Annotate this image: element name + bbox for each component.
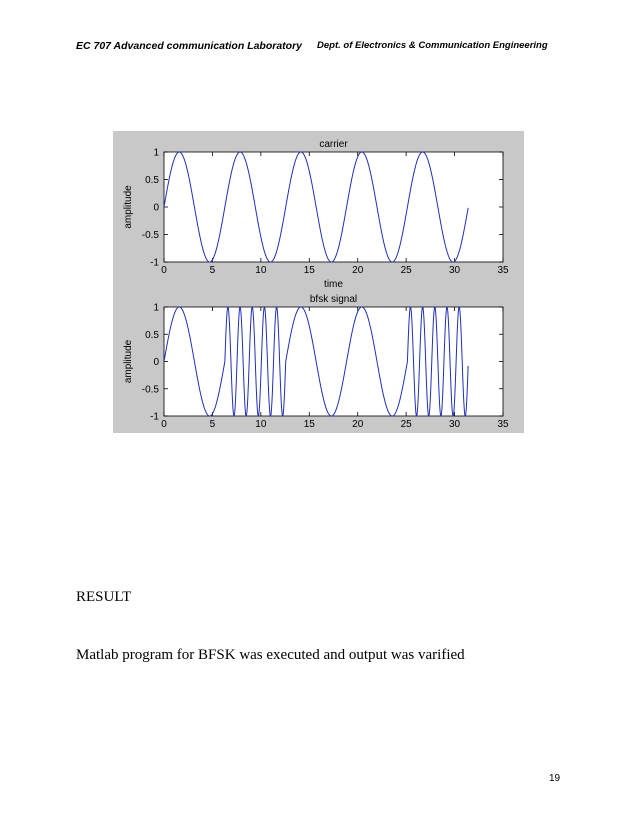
y-tick-label-2-0: 1 [153, 302, 159, 314]
x-tick-label-2-7: 35 [497, 419, 509, 430]
page-number: 19 [549, 773, 561, 784]
result-heading: RESULT [76, 589, 132, 605]
y-axis-label-2: amplitude [123, 339, 134, 384]
x-tick-label-1-2: 10 [255, 265, 267, 276]
x-tick-label-1-6: 30 [449, 265, 461, 276]
x-tick-label-2-4: 20 [352, 419, 364, 430]
x-tick-label-2-1: 5 [209, 419, 216, 430]
x-tick-label-2-3: 15 [303, 419, 315, 430]
y-tick-label-2-2: 0 [153, 357, 159, 368]
plot-area-1 [164, 152, 503, 262]
x-tick-label-2-6: 30 [449, 419, 461, 430]
page-header [0, 40, 638, 56]
y-axis-label-1: amplitude [123, 185, 134, 229]
x-tick-label-2-5: 25 [400, 419, 412, 430]
y-tick-label-1-0: 1 [153, 147, 159, 159]
y-tick-label-1-4: -1 [150, 257, 159, 269]
x-axis-label-1: time [324, 279, 343, 290]
x-tick-label-1-5: 25 [400, 265, 412, 276]
plot-area-2 [164, 307, 503, 416]
plot-title-1: carrier [319, 139, 348, 150]
x-tick-label-1-4: 20 [352, 265, 364, 276]
header-course-title: EC 707 Advanced communication Laboratory [76, 40, 303, 52]
y-tick-label-1-3: -0.5 [141, 230, 159, 241]
x-tick-label-2-2: 10 [255, 419, 267, 430]
y-tick-label-2-3: -0.5 [141, 384, 159, 396]
bfsk-plots-svg [113, 131, 524, 433]
header-department: Dept. of Electronics & Communication Engineering [317, 40, 548, 51]
x-tick-label-1-3: 15 [303, 265, 315, 276]
x-tick-label-2-0: 0 [161, 419, 167, 430]
y-tick-label-2-1: 0.5 [145, 329, 159, 341]
y-tick-label-1-1: 0.5 [145, 175, 159, 186]
matlab-figure [113, 131, 524, 433]
x-tick-label-1-0: 0 [161, 265, 167, 276]
y-tick-label-1-2: 0 [153, 202, 159, 214]
x-tick-label-1-7: 35 [497, 265, 509, 276]
plot-title-2: bfsk signal [309, 294, 358, 305]
result-text: Matlab program for BFSK was executed and output was varified [76, 647, 465, 663]
x-tick-label-1-1: 5 [209, 265, 216, 276]
y-tick-label-2-4: -1 [150, 411, 159, 423]
